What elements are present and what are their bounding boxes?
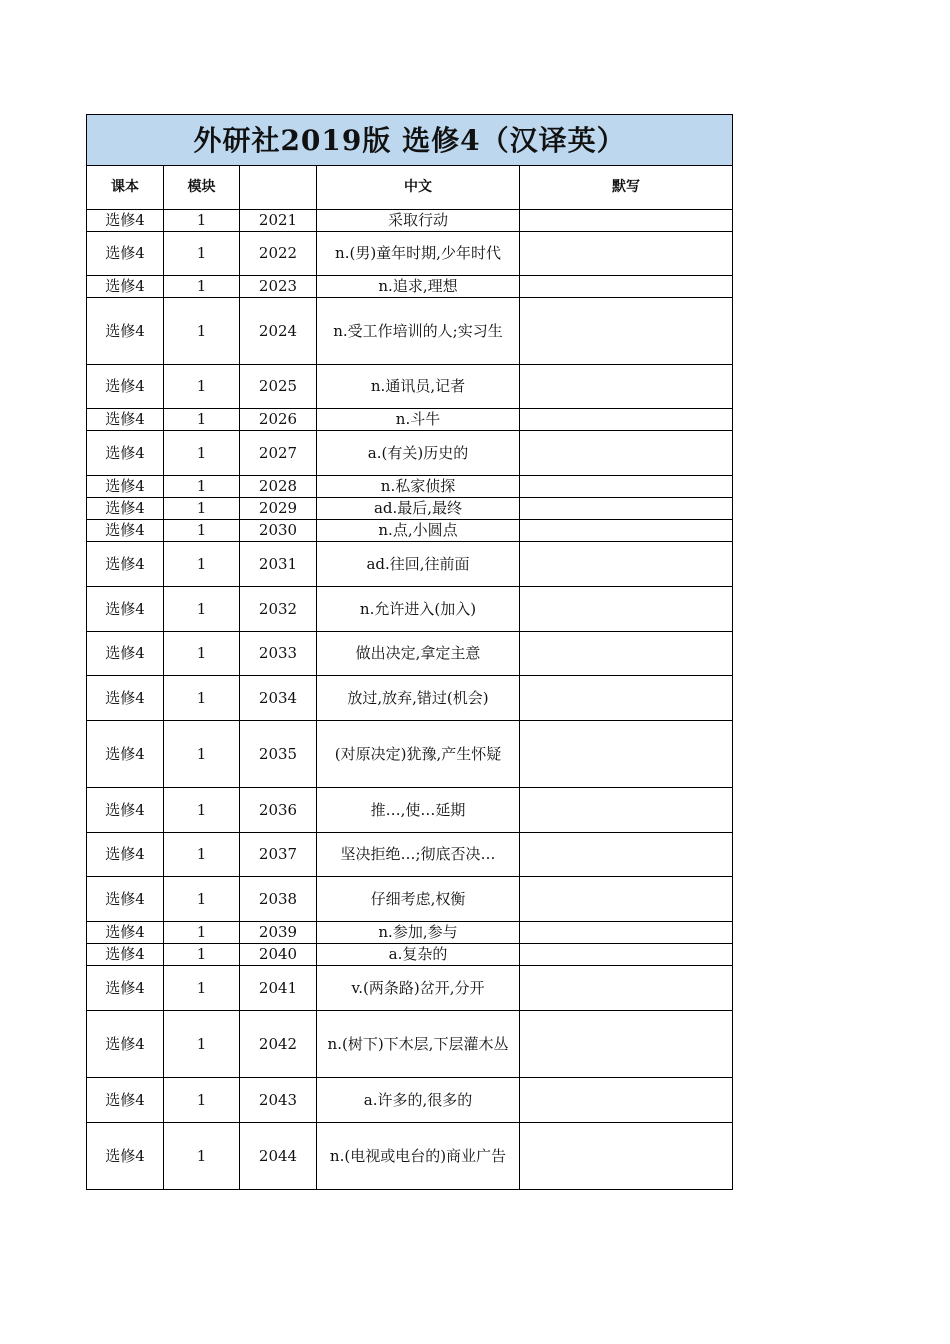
cell-chinese: ad.最后,最终 xyxy=(317,498,520,520)
cell-chinese: n.(树下)下木层,下层灌木丛 xyxy=(317,1011,520,1078)
cell-dictation[interactable] xyxy=(520,833,733,877)
table-row xyxy=(87,409,733,431)
cell-module: 1 xyxy=(164,877,240,922)
cell-book: 选修4 xyxy=(87,498,164,520)
cell-dictation[interactable] xyxy=(520,676,733,721)
cell-module: 1 xyxy=(164,922,240,944)
cell-module: 1 xyxy=(164,1011,240,1078)
cell-chinese: n.参加,参与 xyxy=(317,922,520,944)
cell-chinese: a.(有关)历史的 xyxy=(317,431,520,476)
cell-book: 选修4 xyxy=(87,1123,164,1190)
cell-book: 选修4 xyxy=(87,232,164,276)
cell-book: 选修4 xyxy=(87,587,164,632)
header-row xyxy=(87,166,733,210)
table-row xyxy=(87,721,733,788)
cell-chinese: n.斗牛 xyxy=(317,409,520,431)
cell-number: 2029 xyxy=(240,498,317,520)
table-row xyxy=(87,922,733,944)
table-row xyxy=(87,1123,733,1190)
cell-dictation[interactable] xyxy=(520,721,733,788)
cell-module: 1 xyxy=(164,833,240,877)
cell-dictation[interactable] xyxy=(520,498,733,520)
cell-module: 1 xyxy=(164,676,240,721)
cell-chinese: a.许多的,很多的 xyxy=(317,1078,520,1123)
cell-chinese: n.受工作培训的人;实习生 xyxy=(317,298,520,365)
cell-dictation[interactable] xyxy=(520,520,733,542)
cell-number: 2024 xyxy=(240,298,317,365)
table-row xyxy=(87,944,733,966)
cell-number: 2030 xyxy=(240,520,317,542)
header-chinese: 中文 xyxy=(317,166,520,210)
table-row xyxy=(87,676,733,721)
cell-book: 选修4 xyxy=(87,632,164,676)
cell-module: 1 xyxy=(164,1123,240,1190)
cell-module: 1 xyxy=(164,632,240,676)
cell-book: 选修4 xyxy=(87,966,164,1011)
cell-dictation[interactable] xyxy=(520,632,733,676)
cell-book: 选修4 xyxy=(87,542,164,587)
cell-dictation[interactable] xyxy=(520,232,733,276)
cell-number: 2041 xyxy=(240,966,317,1011)
cell-module: 1 xyxy=(164,276,240,298)
table-row xyxy=(87,966,733,1011)
table-row xyxy=(87,632,733,676)
cell-dictation[interactable] xyxy=(520,1123,733,1190)
vocabulary-table xyxy=(86,114,733,1190)
cell-chinese: (对原决定)犹豫,产生怀疑 xyxy=(317,721,520,788)
cell-dictation[interactable] xyxy=(520,542,733,587)
table-row xyxy=(87,877,733,922)
cell-number: 2034 xyxy=(240,676,317,721)
table-row xyxy=(87,276,733,298)
cell-dictation[interactable] xyxy=(520,210,733,232)
table-row xyxy=(87,210,733,232)
cell-module: 1 xyxy=(164,520,240,542)
cell-module: 1 xyxy=(164,966,240,1011)
cell-number: 2044 xyxy=(240,1123,317,1190)
table-row xyxy=(87,298,733,365)
cell-dictation[interactable] xyxy=(520,365,733,409)
table-row xyxy=(87,1078,733,1123)
cell-dictation[interactable] xyxy=(520,922,733,944)
cell-module: 1 xyxy=(164,409,240,431)
cell-book: 选修4 xyxy=(87,520,164,542)
cell-dictation[interactable] xyxy=(520,1078,733,1123)
cell-book: 选修4 xyxy=(87,431,164,476)
cell-book: 选修4 xyxy=(87,944,164,966)
table-row xyxy=(87,542,733,587)
cell-module: 1 xyxy=(164,587,240,632)
cell-number: 2035 xyxy=(240,721,317,788)
cell-book: 选修4 xyxy=(87,409,164,431)
cell-book: 选修4 xyxy=(87,210,164,232)
cell-dictation[interactable] xyxy=(520,431,733,476)
cell-number: 2042 xyxy=(240,1011,317,1078)
cell-chinese: n.(电视或电台的)商业广告 xyxy=(317,1123,520,1190)
cell-module: 1 xyxy=(164,210,240,232)
sheet-title: 外研社2019版 选修4（汉译英） xyxy=(87,115,733,166)
header-number xyxy=(240,166,317,210)
table-row xyxy=(87,498,733,520)
cell-chinese: n.私家侦探 xyxy=(317,476,520,498)
cell-module: 1 xyxy=(164,498,240,520)
cell-book: 选修4 xyxy=(87,298,164,365)
cell-number: 2043 xyxy=(240,1078,317,1123)
cell-number: 2022 xyxy=(240,232,317,276)
cell-dictation[interactable] xyxy=(520,476,733,498)
cell-module: 1 xyxy=(164,476,240,498)
cell-module: 1 xyxy=(164,1078,240,1123)
cell-book: 选修4 xyxy=(87,922,164,944)
cell-chinese: 做出决定,拿定主意 xyxy=(317,632,520,676)
table-row xyxy=(87,833,733,877)
table-body xyxy=(87,210,733,1190)
cell-dictation[interactable] xyxy=(520,276,733,298)
table-row xyxy=(87,788,733,833)
cell-module: 1 xyxy=(164,944,240,966)
cell-number: 2031 xyxy=(240,542,317,587)
table-row xyxy=(87,587,733,632)
header-book: 课本 xyxy=(87,166,164,210)
cell-book: 选修4 xyxy=(87,676,164,721)
cell-book: 选修4 xyxy=(87,476,164,498)
cell-number: 2028 xyxy=(240,476,317,498)
cell-book: 选修4 xyxy=(87,1011,164,1078)
cell-module: 1 xyxy=(164,788,240,833)
cell-dictation[interactable] xyxy=(520,966,733,1011)
cell-number: 2026 xyxy=(240,409,317,431)
cell-dictation[interactable] xyxy=(520,1011,733,1078)
cell-book: 选修4 xyxy=(87,788,164,833)
cell-module: 1 xyxy=(164,431,240,476)
table-row xyxy=(87,520,733,542)
cell-number: 2039 xyxy=(240,922,317,944)
header-module: 模块 xyxy=(164,166,240,210)
cell-number: 2032 xyxy=(240,587,317,632)
cell-book: 选修4 xyxy=(87,721,164,788)
cell-module: 1 xyxy=(164,298,240,365)
cell-number: 2040 xyxy=(240,944,317,966)
cell-book: 选修4 xyxy=(87,365,164,409)
cell-book: 选修4 xyxy=(87,276,164,298)
cell-number: 2037 xyxy=(240,833,317,877)
cell-dictation[interactable] xyxy=(520,298,733,365)
cell-number: 2033 xyxy=(240,632,317,676)
cell-module: 1 xyxy=(164,721,240,788)
cell-chinese: n.通讯员,记者 xyxy=(317,365,520,409)
table-row xyxy=(87,476,733,498)
cell-number: 2036 xyxy=(240,788,317,833)
cell-chinese: n.追求,理想 xyxy=(317,276,520,298)
cell-module: 1 xyxy=(164,365,240,409)
table-row xyxy=(87,365,733,409)
cell-chinese: 坚决拒绝…;彻底否决… xyxy=(317,833,520,877)
cell-chinese: a.复杂的 xyxy=(317,944,520,966)
cell-number: 2021 xyxy=(240,210,317,232)
table-row xyxy=(87,1011,733,1078)
cell-chinese: 仔细考虑,权衡 xyxy=(317,877,520,922)
cell-chinese: 推…,使…延期 xyxy=(317,788,520,833)
cell-book: 选修4 xyxy=(87,833,164,877)
cell-number: 2023 xyxy=(240,276,317,298)
cell-chinese: 放过,放弃,错过(机会) xyxy=(317,676,520,721)
cell-book: 选修4 xyxy=(87,877,164,922)
cell-chinese: n.允许进入(加入) xyxy=(317,587,520,632)
cell-dictation[interactable] xyxy=(520,944,733,966)
cell-book: 选修4 xyxy=(87,1078,164,1123)
cell-chinese: 采取行动 xyxy=(317,210,520,232)
table-row xyxy=(87,431,733,476)
cell-chinese: n.(男)童年时期,少年时代 xyxy=(317,232,520,276)
cell-number: 2027 xyxy=(240,431,317,476)
cell-chinese: ad.往回,往前面 xyxy=(317,542,520,587)
cell-number: 2038 xyxy=(240,877,317,922)
cell-dictation[interactable] xyxy=(520,788,733,833)
cell-dictation[interactable] xyxy=(520,587,733,632)
header-dictation: 默写 xyxy=(520,166,733,210)
cell-chinese: n.点,小圆点 xyxy=(317,520,520,542)
cell-dictation[interactable] xyxy=(520,877,733,922)
cell-module: 1 xyxy=(164,542,240,587)
cell-number: 2025 xyxy=(240,365,317,409)
table-row xyxy=(87,232,733,276)
cell-chinese: v.(两条路)岔开,分开 xyxy=(317,966,520,1011)
cell-module: 1 xyxy=(164,232,240,276)
cell-dictation[interactable] xyxy=(520,409,733,431)
